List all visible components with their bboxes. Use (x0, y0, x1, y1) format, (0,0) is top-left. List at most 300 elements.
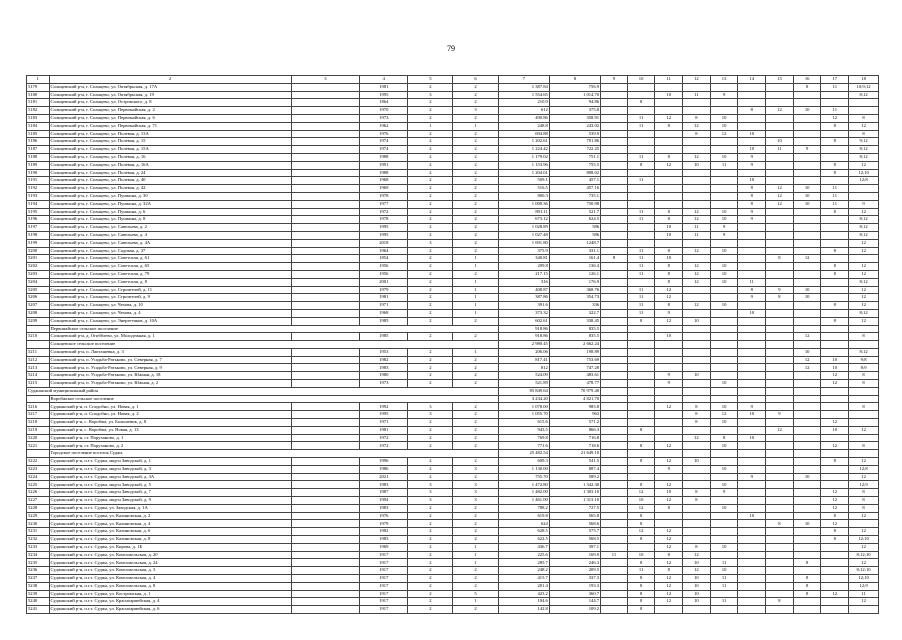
table-header (27, 76, 879, 84)
table-cell (766, 606, 794, 614)
table-cell (849, 185, 879, 193)
table-cell (655, 419, 683, 427)
table-cell: 8 (655, 551, 683, 559)
table-cell: 8;9 (849, 364, 879, 372)
table-cell: 12 (849, 239, 879, 247)
table-cell (291, 411, 360, 419)
table-cell: Солнцевский р-н, г. Солнцево, ул. Советская, д. 79 (49, 270, 291, 278)
table-cell: Солнцевский р-н, г. Солнцево, ул. Полевая, д. 16 (49, 153, 291, 161)
table-cell (683, 185, 711, 193)
table-cell: 8 (821, 270, 849, 278)
table-cell: 8;12;10 (849, 551, 879, 559)
table-cell: 1917 (360, 598, 408, 606)
table-cell: 718.6 (549, 442, 600, 450)
table-cell: Суджанский р-н, п. Сподобно, ул. Новая, д. 1 (49, 403, 291, 411)
table-cell: 5220 (27, 434, 50, 442)
table-cell (627, 231, 655, 239)
table-cell (766, 543, 794, 551)
table-cell: 2 (408, 465, 453, 473)
table-cell (291, 465, 360, 473)
table-cell: 1980 (360, 372, 408, 380)
table-cell: 1995 (360, 224, 408, 232)
table-cell: Солнцевский р-н, г. Солнцево, ул. Савельева, д. 4А (49, 239, 291, 247)
table-row (27, 528, 879, 536)
table-cell (601, 419, 628, 427)
table-cell: 2 (408, 146, 453, 154)
table-cell (601, 169, 628, 177)
table-cell: 1971 (360, 419, 408, 427)
table-cell (655, 177, 683, 185)
table-cell: 571.2 (549, 419, 600, 427)
table-cell: 12 (627, 504, 655, 512)
table-cell (738, 302, 766, 310)
table-cell: 10 (821, 364, 849, 372)
table-cell (291, 317, 360, 325)
group-total-area: 918.86 (498, 325, 549, 333)
table-cell: 10 (793, 348, 821, 356)
table-cell (291, 153, 360, 161)
table-cell (683, 465, 711, 473)
table-cell (291, 247, 360, 255)
table-cell: 1979 (360, 520, 408, 528)
table-row (27, 200, 879, 208)
table-cell: 12 (821, 372, 849, 380)
table-cell: Суджанский р-н, п.г.т. Суджа, мкр-н Заводской, д. 5 (49, 481, 291, 489)
table-cell: Суджанский р-н, п.г.т. Суджа, мкр-н Заводской, д. 9 (49, 497, 291, 505)
table-cell: 12 (655, 481, 683, 489)
table-cell (710, 177, 738, 185)
table-cell (710, 551, 738, 559)
table-cell: 1981 (360, 83, 408, 91)
table-cell (627, 473, 655, 481)
table-cell: 9 (710, 224, 738, 232)
table-cell (738, 543, 766, 551)
table-cell: 2 (408, 107, 453, 115)
table-cell (821, 387, 849, 395)
table-cell: 9 (655, 372, 683, 380)
table-cell: 1 482.00 (498, 489, 549, 497)
table-cell (601, 200, 628, 208)
table-cell: 415.7 (498, 575, 549, 583)
table-cell: 9 (738, 403, 766, 411)
table-cell (738, 520, 766, 528)
table-cell: 5185 (27, 130, 50, 138)
table-cell: 5197 (27, 224, 50, 232)
table-cell (766, 208, 794, 216)
table-cell: 11 (627, 122, 655, 130)
table-cell: 8 (683, 497, 711, 505)
header-cell: 5 (408, 76, 453, 84)
table-row (27, 138, 879, 146)
table-cell: 8 (821, 138, 849, 146)
table-cell: Солнцевский р-н, г. Солнцево, ул. Садовая, д. 37 (49, 247, 291, 255)
table-cell: 2 (408, 520, 453, 528)
table-cell: 8;12 (849, 278, 879, 286)
table-cell: 8;12 (849, 146, 879, 154)
table-cell: Суджанский р-н, п.г.т. Суджа, ул. Кирова, д. 1Б (49, 543, 291, 551)
table-row (27, 114, 879, 122)
table-cell (601, 107, 628, 115)
table-cell (627, 419, 655, 427)
table-cell (793, 450, 821, 458)
table-cell: 509.1 (498, 177, 549, 185)
table-cell: 10 (683, 161, 711, 169)
table-cell: 1 (408, 122, 453, 130)
table-cell: 8 (821, 263, 849, 271)
table-cell (291, 598, 360, 606)
table-row (27, 606, 879, 614)
table-cell (793, 598, 821, 606)
table-cell: 2 (408, 208, 453, 216)
table-cell: 9 (738, 216, 766, 224)
table-cell: 2 (453, 411, 498, 419)
table-cell: 8 (683, 130, 711, 138)
table-cell (655, 364, 683, 372)
table-cell: Суджанский р-н, п.г.т. Суджа, ул. Калиновская, д. 2 (49, 512, 291, 520)
table-cell (821, 325, 849, 333)
table-cell (710, 372, 738, 380)
table-cell: Солнцевский р-н, г. Солнцево, ул. Строителей, д. 11 (49, 286, 291, 294)
table-cell (683, 341, 711, 349)
table-cell (766, 528, 794, 536)
table-cell (849, 450, 879, 458)
table-cell: 5180 (27, 91, 50, 99)
table-cell: 891.11 (498, 208, 549, 216)
table-cell (738, 559, 766, 567)
table-cell (683, 138, 711, 146)
table-cell: 375.8 (549, 107, 600, 115)
table-cell (291, 263, 360, 271)
table-cell (655, 99, 683, 107)
table-cell: 2001 (360, 278, 408, 286)
table-cell: 1956 (360, 263, 408, 271)
table-cell: 10 (710, 278, 738, 286)
table-cell: 1917 (360, 559, 408, 567)
table-cell: 1972 (360, 442, 408, 450)
table-cell: 3 (453, 465, 498, 473)
table-cell (793, 130, 821, 138)
table-row (27, 551, 879, 559)
table-cell: 3 (453, 489, 498, 497)
table-cell: 612 (498, 107, 549, 115)
table-cell: 575.7 (549, 528, 600, 536)
table-cell (601, 263, 628, 271)
table-cell: 3 (408, 403, 453, 411)
table-cell (627, 543, 655, 551)
table-cell: Солнцевский р-н, г. Солнцево, ул. Савельева, д. 4 (49, 231, 291, 239)
table-cell: 8 (738, 185, 766, 193)
table-cell: 12 (655, 458, 683, 466)
table-cell: 2 (408, 130, 453, 138)
table-cell (766, 177, 794, 185)
table-cell (291, 169, 360, 177)
table-cell: 1962 (360, 122, 408, 130)
table-cell (821, 582, 849, 590)
table-cell (683, 177, 711, 185)
table-cell (710, 333, 738, 341)
table-cell (738, 395, 766, 403)
table-cell: 589.2 (549, 473, 600, 481)
table-cell: 2 (453, 177, 498, 185)
table-cell: 2 (408, 598, 453, 606)
table-cell: 1996 (360, 458, 408, 466)
table-cell: 1988 (360, 153, 408, 161)
table-cell (291, 286, 360, 294)
table-cell: 1 (453, 122, 498, 130)
table-row (27, 504, 879, 512)
table-cell: 10 (821, 426, 849, 434)
table-cell: 12 (710, 411, 738, 419)
table-cell (793, 458, 821, 466)
table-cell: 5221 (27, 442, 50, 450)
table-cell: 248.2 (498, 567, 549, 575)
table-cell: 11 (766, 146, 794, 154)
table-cell: 2 (408, 434, 453, 442)
table-cell (683, 309, 711, 317)
table-cell (291, 91, 360, 99)
table-cell: 943.5 (498, 426, 549, 434)
table-cell: 5236 (27, 567, 50, 575)
table-cell: 11 (627, 255, 655, 263)
table-cell: 11 (710, 575, 738, 583)
table-cell (291, 348, 360, 356)
table-cell (766, 348, 794, 356)
table-cell (821, 473, 849, 481)
table-cell (683, 364, 711, 372)
table-cell: Солнцевский р-н, г. Солнцево, ул. Полевая, д. 13А (49, 130, 291, 138)
table-cell (601, 458, 628, 466)
table-cell (793, 497, 821, 505)
table-cell (738, 551, 766, 559)
table-cell: 94.86 (549, 99, 600, 107)
table-cell: 2 (453, 192, 498, 200)
table-cell: 8 (821, 528, 849, 536)
table-cell (793, 426, 821, 434)
table-cell: 11 (601, 551, 628, 559)
table-cell: 10 (710, 208, 738, 216)
table-cell (27, 450, 50, 458)
table-cell (766, 582, 794, 590)
table-cell: 225.6 (498, 551, 549, 559)
table-cell: 8 (793, 559, 821, 567)
table-cell (793, 380, 821, 388)
table-cell: Солнцевский р-н, г. Солнцево, ул. Чехова, д. 10 (49, 302, 291, 310)
group-label: Суджанский муниципальный район (27, 387, 499, 395)
table-cell: 12 (683, 153, 711, 161)
table-cell (291, 278, 360, 286)
table-cell: 184.6 (498, 598, 549, 606)
table-cell: 11 (627, 294, 655, 302)
table-cell: Солнцевский р-н, п. Усадьба-Ратьково, ул. Южная, д. 2 (49, 380, 291, 388)
table-cell: 11 (683, 91, 711, 99)
table-cell (793, 302, 821, 310)
table-cell: 10 (710, 419, 738, 427)
table-cell (738, 497, 766, 505)
table-cell (601, 575, 628, 583)
table-row (27, 356, 879, 364)
table-cell: 11 (710, 161, 738, 169)
table-cell: 8 (821, 208, 849, 216)
table-cell (766, 380, 794, 388)
table-cell: 5241 (27, 606, 50, 614)
table-cell: 808.02 (549, 169, 600, 177)
table-cell: 565.8 (549, 512, 600, 520)
table-cell: 1917 (360, 575, 408, 583)
table-cell: 12 (821, 380, 849, 388)
table-cell (655, 130, 683, 138)
table-cell (793, 270, 821, 278)
table-cell: 5183 (27, 114, 50, 122)
table-cell (793, 395, 821, 403)
table-cell: 769.8 (498, 434, 549, 442)
table-cell: 2 (453, 520, 498, 528)
table-row (27, 598, 879, 606)
table-cell: 5210 (27, 333, 50, 341)
table-cell (627, 192, 655, 200)
table-cell: 2 (453, 380, 498, 388)
table-cell (683, 356, 711, 364)
table-cell: 10 (738, 130, 766, 138)
table-cell (27, 395, 50, 403)
table-cell: 457.16 (549, 185, 600, 193)
table-cell: 812 (498, 364, 549, 372)
table-cell (793, 153, 821, 161)
table-cell (710, 348, 738, 356)
table-cell (821, 333, 849, 341)
table-cell (627, 356, 655, 364)
table-cell (683, 169, 711, 177)
table-cell: 10 (710, 263, 738, 271)
table-cell: 727.5 (549, 504, 600, 512)
table-cell: 1982 (360, 356, 408, 364)
table-cell: 8 (821, 247, 849, 255)
table-cell: 5 (453, 590, 498, 598)
table-cell: 12 (793, 364, 821, 372)
table-cell (291, 551, 360, 559)
table-cell (601, 559, 628, 567)
table-row (27, 294, 879, 302)
table-cell: Солнцевский р-н, г. Солнцево, ул. Советская, д. 8 (49, 278, 291, 286)
table-cell (291, 543, 360, 551)
table-cell: 12;8 (849, 177, 879, 185)
table-cell (291, 231, 360, 239)
table-cell (766, 356, 794, 364)
table-cell (821, 465, 849, 473)
table-cell: 2 (453, 458, 498, 466)
table-cell (601, 543, 628, 551)
table-cell: 8 (766, 294, 794, 302)
table-cell (738, 489, 766, 497)
table-cell (627, 325, 655, 333)
table-cell: 126.1 (549, 270, 600, 278)
table-cell (601, 278, 628, 286)
table-cell (627, 146, 655, 154)
table-cell: 8 (627, 559, 655, 567)
table-cell (766, 239, 794, 247)
table-cell (738, 481, 766, 489)
table-cell (627, 450, 655, 458)
table-cell: 12 (683, 216, 711, 224)
table-cell: 10 (793, 520, 821, 528)
table-cell: 11 (627, 208, 655, 216)
table-cell (601, 192, 628, 200)
table-cell (793, 114, 821, 122)
table-cell: 1995 (360, 231, 408, 239)
table-cell: 2 (408, 559, 453, 567)
table-row (27, 255, 879, 263)
table-cell (291, 192, 360, 200)
table-cell: 8 (821, 169, 849, 177)
table-cell (710, 317, 738, 325)
table-cell: 5182 (27, 107, 50, 115)
table-cell: Солнцевский р-н, г. Солнцево, ул. Полевая, д. 24 (49, 169, 291, 177)
table-cell (683, 286, 711, 294)
group-label: Первомайское сельское поселение (49, 325, 498, 333)
table-cell (627, 395, 655, 403)
table-cell: 243.02 (549, 122, 600, 130)
table-cell (738, 590, 766, 598)
table-cell (601, 161, 628, 169)
table-cell (821, 395, 849, 403)
table-cell (291, 161, 360, 169)
table-cell (793, 317, 821, 325)
table-cell: Солнцевский р-н, г. Солнцево, ул. Пушкина, д. 6 (49, 208, 291, 216)
table-cell (601, 606, 628, 614)
table-cell: 5217 (27, 411, 50, 419)
table-cell (793, 551, 821, 559)
table-cell (766, 247, 794, 255)
table-row (27, 590, 879, 598)
table-cell: 2 (408, 255, 453, 263)
table-cell: 8 (738, 192, 766, 200)
table-cell (710, 169, 738, 177)
table-cell: 12 (766, 426, 794, 434)
table-cell: 5233 (27, 543, 50, 551)
table-cell: 9;12 (849, 138, 879, 146)
table-cell (601, 434, 628, 442)
table-cell: 10 (710, 567, 738, 575)
table-cell (766, 465, 794, 473)
table-cell: 5187 (27, 146, 50, 154)
table-cell: 1987 (360, 489, 408, 497)
table-cell (655, 107, 683, 115)
table-cell (601, 520, 628, 528)
table-cell (738, 247, 766, 255)
table-cell: 12 (655, 590, 683, 598)
table-cell (655, 200, 683, 208)
table-cell (655, 512, 683, 520)
table-cell: 12 (655, 317, 683, 325)
table-cell: 11 (627, 286, 655, 294)
table-cell: 541.5 (549, 458, 600, 466)
table-cell (291, 185, 360, 193)
table-cell: Солнцевский р-н, г. Солнцево, ул. Октябрьская, д. 19 (49, 91, 291, 99)
table-cell: 2 (408, 216, 453, 224)
table-row (27, 497, 879, 505)
table-row (27, 317, 879, 325)
table-cell: 338.45 (549, 317, 600, 325)
table-cell (291, 489, 360, 497)
table-cell (849, 107, 879, 115)
table-cell (821, 481, 849, 489)
table-cell: 490.86 (498, 114, 549, 122)
table-cell (766, 481, 794, 489)
table-cell: 10 (683, 458, 711, 466)
register-table (26, 75, 879, 614)
table-cell (601, 91, 628, 99)
table-cell: 11 (627, 114, 655, 122)
table-cell: 10 (738, 146, 766, 154)
